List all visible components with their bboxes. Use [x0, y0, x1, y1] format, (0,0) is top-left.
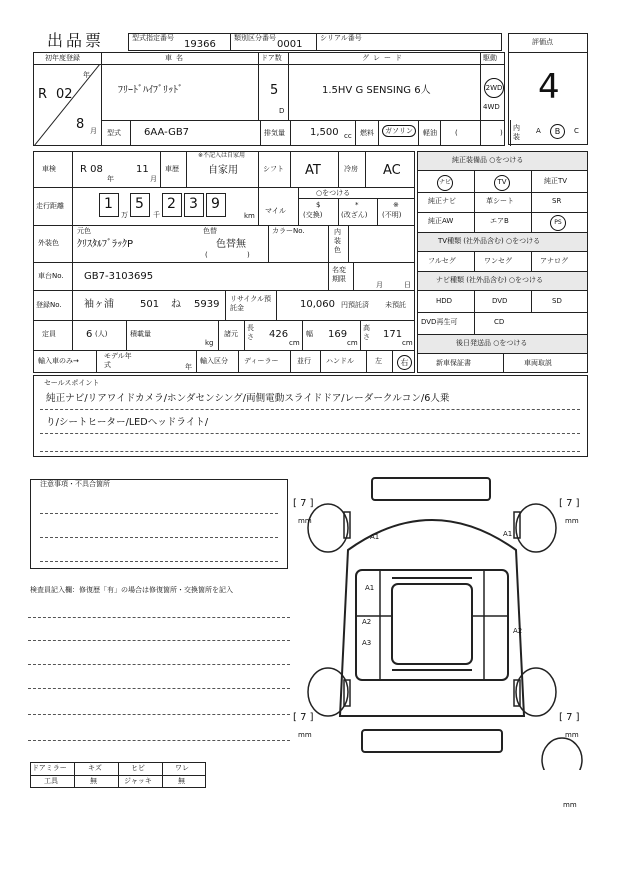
damage-mark-3: A1 [365, 584, 375, 592]
meter-exchange-sym: $ [316, 201, 321, 209]
height-unit: cm [402, 339, 413, 347]
interior-grade-b: B [550, 124, 565, 139]
inspection-year-unit: 年 [107, 175, 114, 183]
serial-number-label: シリアル番号 [320, 34, 362, 42]
damage-mark-4: A2 [362, 618, 372, 626]
drive-4wd: 4WD [483, 103, 500, 111]
height-value: 171 [383, 329, 403, 340]
interior-grade-a: A [536, 127, 541, 135]
genuine-navi-oem: 純正ナビ [428, 197, 456, 205]
registration-kana: ね [171, 299, 181, 310]
length-unit: cm [289, 339, 300, 347]
doors-type: D [279, 107, 285, 115]
tv-oneseg: ワンセグ [484, 257, 512, 265]
import-label: 輸入車のみ→ [38, 357, 79, 365]
inspection-value: R 08 [80, 164, 103, 175]
mileage-digit-5: 9 [211, 196, 220, 212]
mileage-digit-2: 5 [135, 196, 144, 212]
mileage-sen: 千 [153, 211, 160, 219]
recycle-value: 10,060 [300, 299, 335, 310]
accessories-tools-value: 無 [90, 777, 97, 785]
inspection-month-unit: 月 [150, 175, 157, 183]
tv-fullseg: フルセグ [428, 257, 456, 265]
accessories-header-break: ワレ [175, 764, 189, 772]
recycle-label: リサイクル預託金 [230, 295, 272, 312]
genuine-tv-oem: 純正TV [544, 177, 568, 185]
meter-tamper: (改ざん) [341, 211, 368, 219]
interior-grade-c: C [574, 127, 579, 135]
usage-note: ※不記入は自家用 [198, 152, 246, 159]
caution-box [30, 479, 288, 569]
interior-color-label: 内装色 [334, 228, 341, 254]
tire-unit-rear-left: mm [298, 731, 312, 739]
tv-analog: アナログ [540, 257, 568, 265]
first-registration-year: 02 [56, 87, 73, 102]
mileage-man: 万 [121, 211, 128, 219]
sheet-title: 出品票 [47, 31, 105, 50]
navi-cd: CD [494, 318, 505, 326]
recycle-unit: 円預託済 [341, 301, 369, 309]
sales-point-line-2: り/シートヒーター/LEDヘッドライト/ [46, 417, 209, 428]
navi-hdd: HDD [436, 297, 453, 305]
meter-unknown: (不明) [382, 211, 402, 219]
length-label: 長さ [247, 324, 254, 341]
car-diagram [296, 470, 596, 770]
load-unit: kg [205, 339, 214, 347]
damage-mark-5: A3 [362, 639, 372, 647]
width-label: 幅 [306, 330, 313, 338]
accessories-tools-label: 工具 [44, 777, 58, 785]
recycle-unpaid: 未預託 [385, 301, 406, 309]
tire-depth-front-right: [ 7 ] [559, 498, 580, 509]
handle-left: 左 [375, 357, 382, 365]
fuel-label: 燃料 [360, 129, 374, 137]
fuel-paren-open: ( [455, 129, 458, 137]
tire-depth-front-left: [ 7 ] [293, 498, 314, 509]
registration-class: 501 [140, 299, 160, 310]
dimensions-label: 諸元 [224, 330, 238, 338]
capacity-label: 定員 [42, 330, 56, 338]
doc-manual: 車両取説 [524, 359, 552, 367]
mileage-label: 走行距離 [36, 202, 64, 210]
name-change-month: 月 [376, 281, 383, 289]
class-number-label: 類別区分番号 [234, 34, 276, 42]
airbag: エアB [490, 217, 509, 225]
genuine-navi: ナビ [437, 175, 453, 191]
model-year-unit: 年 [185, 363, 192, 371]
meter-unknown-sym: ※ [393, 201, 399, 209]
score-value: 4 [538, 67, 560, 107]
damage-mark-2: A1 [503, 530, 513, 538]
type-designation-value: 19366 [184, 39, 216, 50]
color-number-label: カラーNo. [272, 227, 305, 235]
class-number-value: 0001 [277, 39, 303, 50]
accessories-jack-value: 無 [178, 777, 185, 785]
tire-unit-spare: mm [563, 801, 577, 809]
repaint-paren-close: ) [247, 251, 250, 259]
fuel-paren-close: ) [500, 129, 503, 137]
registration-area: 袖ヶ浦 [84, 299, 114, 310]
doors-label: ドア数 [261, 54, 282, 62]
ac-label: 冷房 [344, 165, 358, 173]
mileage-digit-4: 3 [189, 196, 198, 212]
power-steering: PS [550, 215, 566, 231]
sales-point-label: セールスポイント [44, 379, 100, 387]
import-parallel: 並行 [297, 357, 311, 365]
name-change-day: 日 [404, 281, 411, 289]
model-label: 型式 [107, 129, 121, 137]
date-diagonal [34, 64, 100, 146]
width-unit: cm [347, 339, 358, 347]
damage-mark-1: A1 [370, 533, 380, 541]
exterior-color-label: 外装色 [38, 239, 59, 247]
fuel-gasoline: ガソリン [382, 128, 416, 135]
displacement-label: 排気量 [264, 129, 285, 137]
meter-exchange: (交換) [303, 211, 323, 219]
repaint-value: 色替無 [216, 239, 246, 250]
name-change-label: 名変期限 [332, 266, 346, 283]
doors-value: 5 [270, 83, 279, 98]
meter-note: ○をつける [316, 189, 351, 197]
navi-dvd: DVD [492, 297, 508, 305]
accessories-header-crack: ヒビ [131, 764, 145, 772]
mileage-digit-1: 1 [104, 196, 113, 212]
type-designation-label: 型式指定番号 [132, 34, 174, 42]
tire-unit-front-right: mm [565, 517, 579, 525]
first-registration-label: 初年度登録 [45, 54, 80, 62]
accessories-header-mirror: ドアミラー [32, 764, 67, 772]
chassis-label: 車台No. [38, 272, 64, 280]
month-unit: 月 [90, 127, 97, 135]
tire-unit-rear-right: mm [565, 731, 579, 739]
import-dealer: ディーラー [244, 357, 279, 365]
chassis-value: GB7-3103695 [84, 271, 154, 282]
load-label: 積載量 [130, 330, 151, 338]
navi-sd: SD [552, 297, 562, 305]
tire-depth-rear-right: [ 7 ] [559, 712, 580, 723]
usage-value: 自家用 [208, 165, 238, 176]
sales-point-box [33, 375, 588, 457]
sunroof: SR [552, 197, 562, 205]
navi-dvd-playback: DVD再生可 [421, 318, 458, 326]
light-oil-label: 軽油 [423, 129, 437, 137]
mileage-digit-3: 2 [167, 196, 176, 212]
height-label: 高さ [363, 324, 370, 341]
docs-title: 後日発送品 ○をつける [456, 339, 528, 347]
doc-warranty: 新車保証書 [436, 359, 471, 367]
handle-right: 右 [397, 355, 412, 370]
damage-mark-6: A2 [513, 627, 523, 635]
genuine-tv: TV [494, 175, 510, 191]
score-label: 評価点 [532, 38, 553, 46]
handle-label: ハンドル [326, 357, 354, 365]
meter-mile-label: マイル [265, 207, 286, 215]
capacity-value: 6 [86, 329, 93, 340]
inspection-month-value: 11 [136, 164, 149, 175]
drive-label: 駆動 [483, 54, 497, 62]
caution-label: 注意事項・不具合箇所 [40, 480, 110, 488]
length-value: 426 [269, 329, 289, 340]
grade-value: 1.5HV G SENSING 6人 [322, 85, 431, 96]
import-type-label: 輸入区分 [200, 357, 228, 365]
navi-title: ナビ種類 (社外品含む) ○をつける [436, 276, 544, 284]
repaint-label: 色替 [203, 227, 217, 235]
meter-tamper-sym: * [355, 201, 359, 209]
usage-label: 車歴 [165, 165, 179, 173]
capacity-unit: (人) [95, 330, 108, 338]
genuine-aw: 純正AW [428, 217, 454, 225]
inspector-label: 検査員記入欄：修復歴「有」の場合は修復箇所・交換箇所を記入 [30, 586, 233, 594]
repaint-paren-open: ( [205, 251, 208, 259]
tv-title: TV種類 (社外品含む) ○をつける [438, 237, 541, 245]
car-name-value: ﾌﾘｰﾄﾞﾊｲﾌﾞﾘｯﾄﾞ [118, 85, 183, 96]
tire-unit-front-left: mm [298, 517, 312, 525]
sales-point-line-1: 純正ナビ/リアワイドカメラ/ホンダセンシング/両側電動スライドドア/レーダークルコン/6人乗 [46, 393, 450, 404]
grade-label: グレード [362, 54, 406, 62]
year-unit: 年 [83, 71, 90, 79]
shift-value: AT [305, 163, 321, 178]
original-color-label: 元色 [77, 227, 91, 235]
shift-label: シフト [263, 165, 284, 173]
displacement-value: 1,500 [310, 127, 339, 138]
interior-label: 内装 [513, 124, 520, 141]
displacement-unit: cc [344, 132, 352, 140]
first-registration-month: 8 [76, 117, 85, 132]
drive-2wd: 2WD [484, 78, 504, 98]
registration-number: 5939 [194, 299, 220, 310]
original-color-value: ｸﾘｽﾀﾙﾌﾞﾗｯｸP [77, 239, 134, 250]
accessories-jack-label: ジャッキ [124, 777, 152, 785]
tire-depth-rear-left: [ 7 ] [293, 712, 314, 723]
genuine-title: 純正装備品 ○をつける [452, 156, 524, 164]
accessories-header-scratch: キズ [88, 764, 102, 772]
mileage-km: km [244, 212, 255, 220]
inspection-label: 車検 [42, 165, 56, 173]
model-year-label: モデル年式 [104, 352, 132, 369]
width-value: 169 [328, 329, 348, 340]
leather-seat: 革シート [486, 197, 514, 205]
ac-value: AC [383, 163, 401, 178]
car-name-label: 車名 [165, 54, 187, 62]
registration-label: 登録No. [36, 301, 62, 309]
first-registration-era: R [38, 87, 48, 102]
model-value: 6AA-GB7 [144, 127, 190, 138]
